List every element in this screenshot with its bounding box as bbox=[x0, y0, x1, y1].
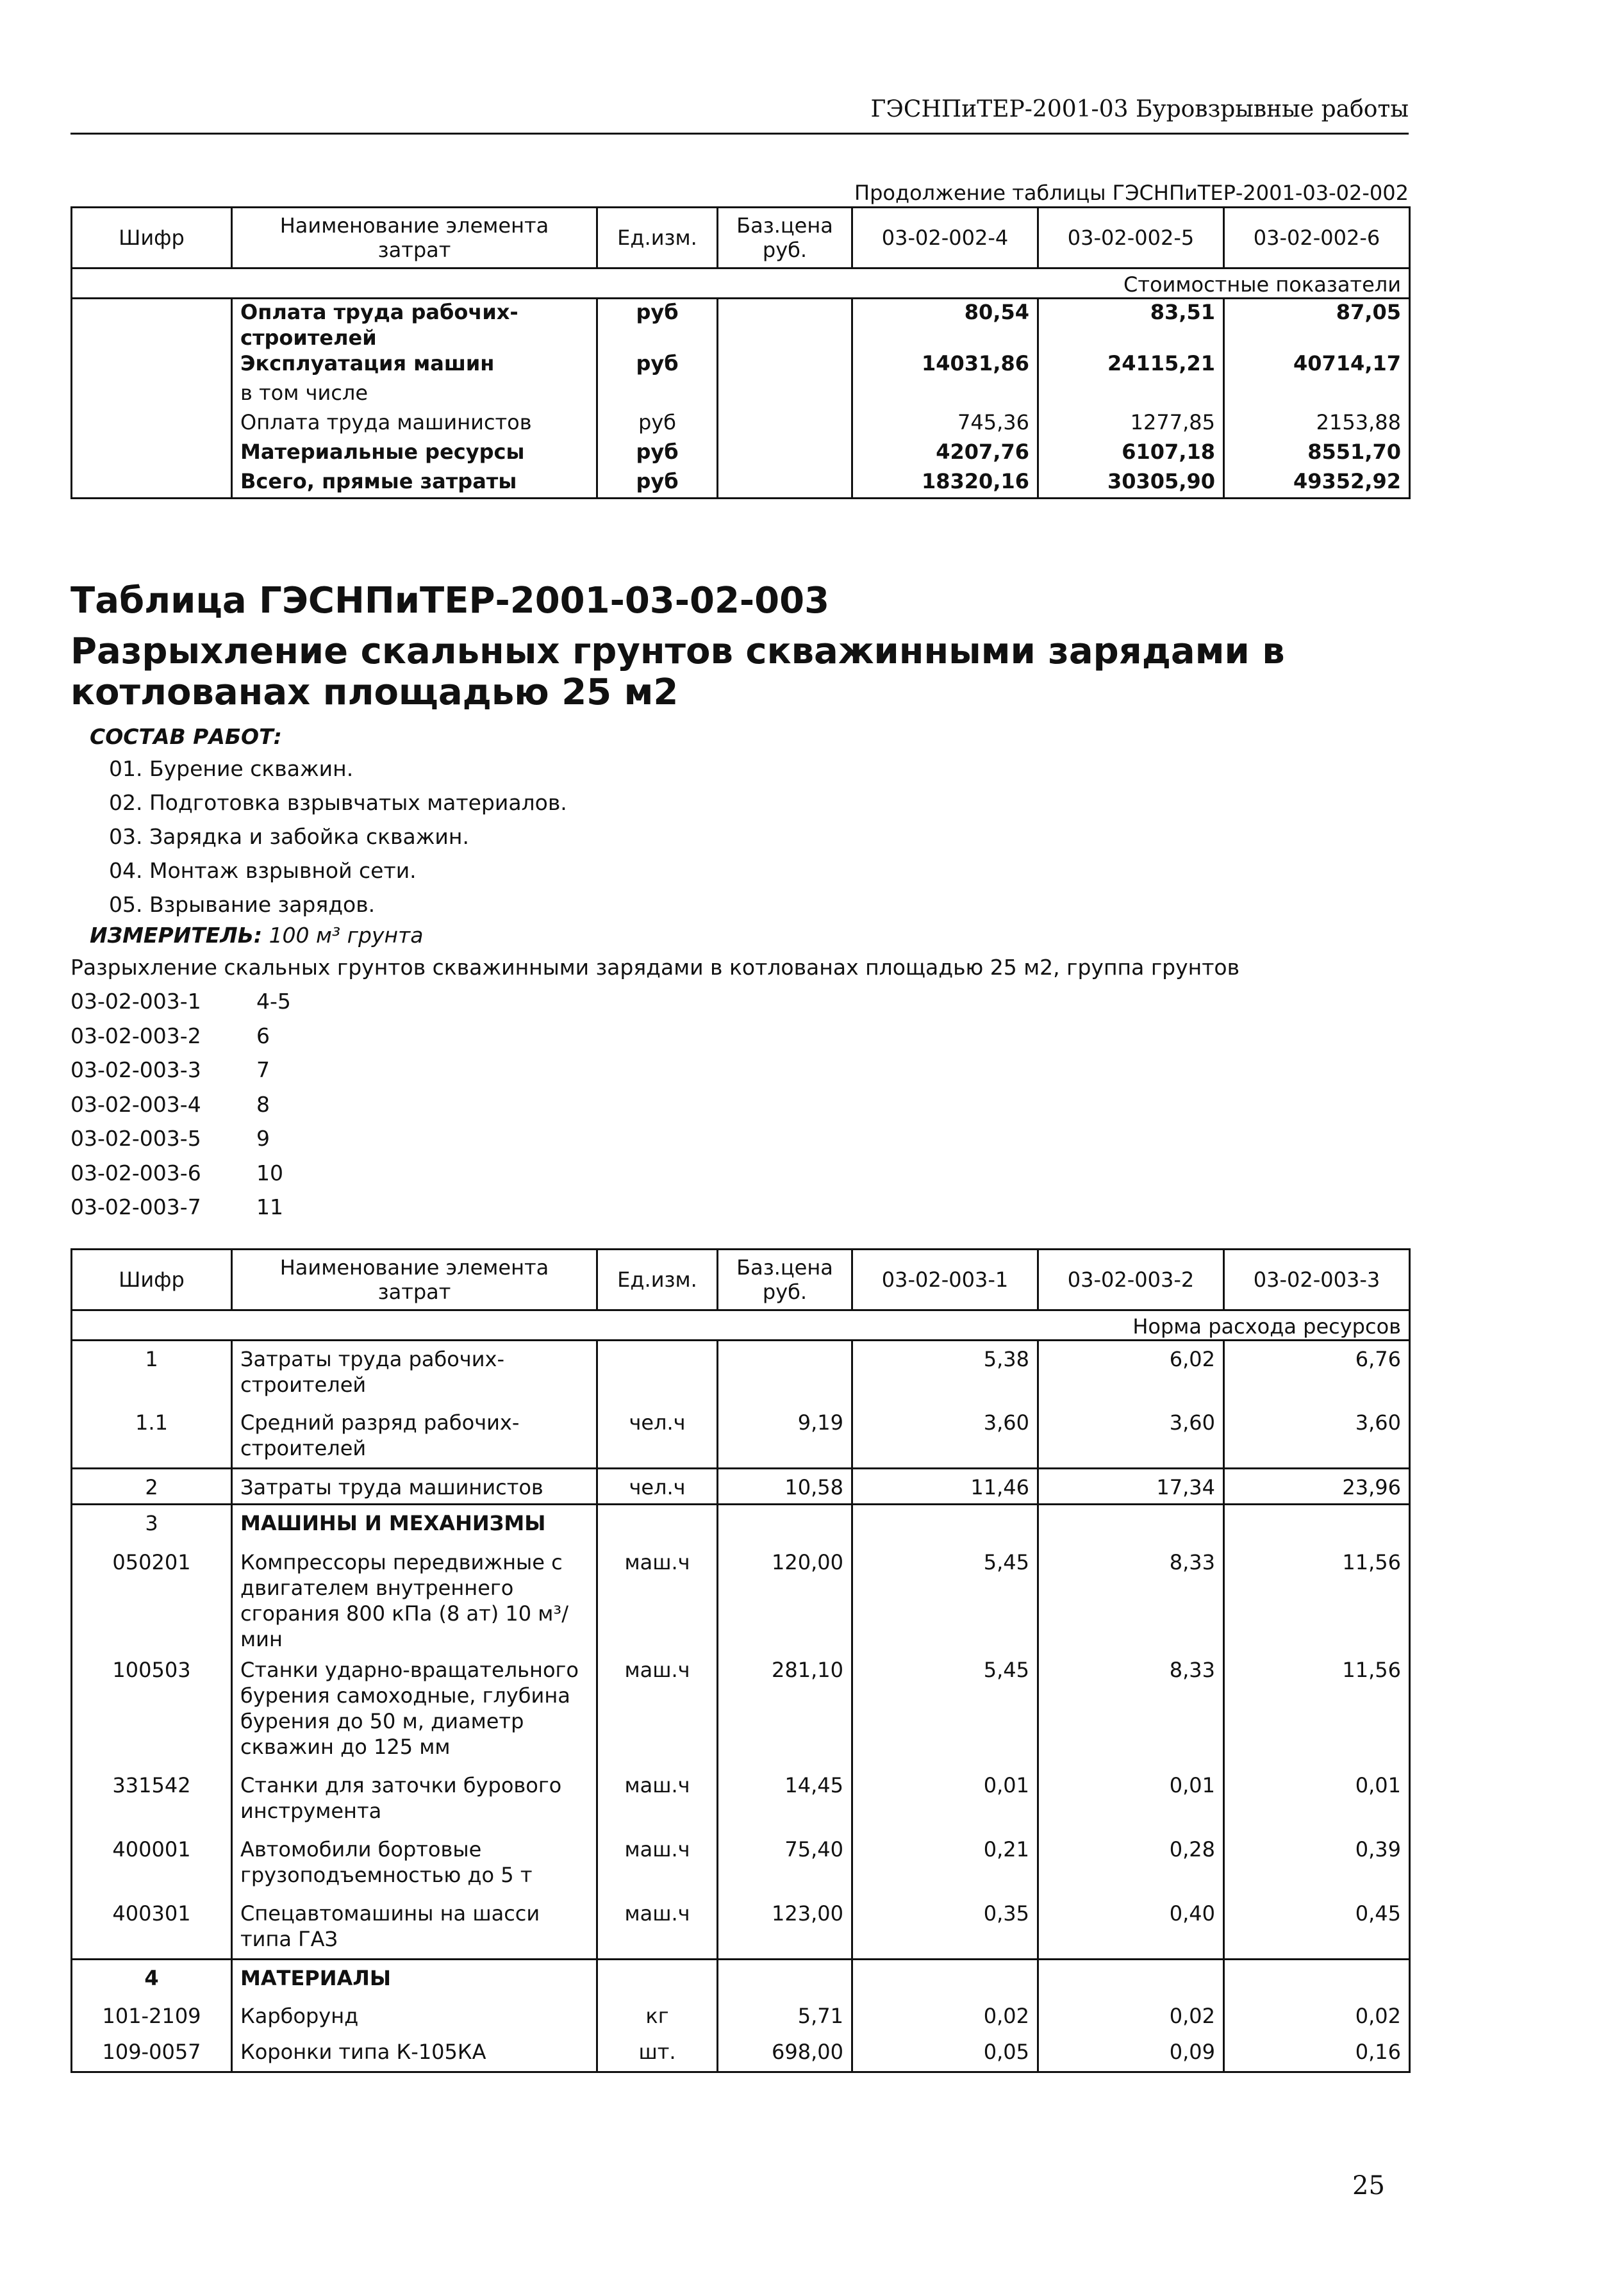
cell-value: 3,60 bbox=[1224, 1405, 1410, 1469]
cell-code bbox=[72, 351, 232, 380]
cell-value: 17,34 bbox=[1038, 1469, 1224, 1505]
cell-value: 0,45 bbox=[1224, 1895, 1410, 1960]
cell-value: 0,09 bbox=[1038, 2034, 1224, 2072]
cell-value: 5,45 bbox=[852, 1652, 1038, 1767]
work-item: 01. Бурение скважин. bbox=[109, 756, 354, 781]
cell-name: Спецавтомашины на шасси типа ГАЗ bbox=[232, 1895, 597, 1960]
cell-value: 0,05 bbox=[852, 2034, 1038, 2072]
cell-price: 281,10 bbox=[718, 1652, 852, 1767]
cell-value: 0,01 bbox=[1038, 1767, 1224, 1831]
variant-code: 03-02-003-5 bbox=[70, 1126, 201, 1151]
cell-name: Станки для заточки бурового инструмента bbox=[232, 1767, 597, 1831]
cell-value: 8551,70 bbox=[1224, 439, 1410, 468]
cell-value: 14031,86 bbox=[852, 351, 1038, 380]
cell-unit: руб bbox=[597, 351, 718, 380]
cell-value: 4207,76 bbox=[852, 439, 1038, 468]
cell-value: 0,02 bbox=[852, 1998, 1038, 2034]
table-row bbox=[72, 380, 1410, 409]
cell-code bbox=[72, 439, 232, 468]
table-row bbox=[72, 1767, 1410, 1831]
cell-value: 49352,92 bbox=[1224, 468, 1410, 498]
cell-price: 10,58 bbox=[718, 1469, 852, 1505]
col-header: Ед.изм. bbox=[597, 1250, 718, 1310]
cell-value: 0,21 bbox=[852, 1831, 1038, 1895]
variant-group: 8 bbox=[256, 1091, 270, 1117]
col-header: 03-02-002-5 bbox=[1038, 208, 1224, 268]
cell-code bbox=[72, 299, 232, 351]
continuation-caption: Продолжение таблицы ГЭСНПиТЕР-2001-03-02-002 bbox=[854, 181, 1409, 205]
col-header: Баз.цена руб. bbox=[718, 1250, 852, 1310]
cell-name: Коронки типа К-105КА bbox=[232, 2034, 597, 2072]
cell-value: 30305,90 bbox=[1038, 468, 1224, 498]
col-header: Шифр bbox=[72, 1250, 232, 1310]
table-main-header bbox=[72, 1250, 1410, 1310]
cell-value bbox=[1038, 1505, 1224, 1544]
variant-code: 03-02-003-7 bbox=[70, 1194, 201, 1219]
cell-code: 109-0057 bbox=[72, 2034, 232, 2072]
cell-price bbox=[718, 409, 852, 439]
cell-price: 120,00 bbox=[718, 1544, 852, 1652]
cell-name: Карборунд bbox=[232, 1998, 597, 2034]
cell-code: 3 bbox=[72, 1505, 232, 1544]
work-item: 04. Монтаж взрывной сети. bbox=[109, 858, 417, 883]
header-rule bbox=[70, 133, 1409, 135]
measure bbox=[90, 923, 424, 948]
cell-code: 100503 bbox=[72, 1652, 232, 1767]
variant-group: 6 bbox=[256, 1023, 270, 1048]
cell-code: 050201 bbox=[72, 1544, 232, 1652]
cell-code: 4 bbox=[72, 1960, 232, 1998]
col-header: 03-02-003-2 bbox=[1038, 1250, 1224, 1310]
table-row bbox=[72, 1405, 1410, 1469]
cell-unit: шт. bbox=[597, 2034, 718, 2072]
cell-unit: маш.ч bbox=[597, 1895, 718, 1960]
cell-value bbox=[852, 1960, 1038, 1998]
cell-value: 5,45 bbox=[852, 1544, 1038, 1652]
cell-value bbox=[852, 380, 1038, 409]
cell-value: 40714,17 bbox=[1224, 351, 1410, 380]
measure-value: 100 м³ грунта bbox=[269, 923, 424, 948]
cell-value: 83,51 bbox=[1038, 299, 1224, 351]
cell-name: Компрессоры передвижные с двигателем внутреннего сгорания 800 кПа (8 ат) 10 м³/мин bbox=[232, 1544, 597, 1652]
cell-value: 0,16 bbox=[1224, 2034, 1410, 2072]
cell-name: МАШИНЫ И МЕХАНИЗМЫ bbox=[232, 1505, 597, 1544]
table-row bbox=[72, 1831, 1410, 1895]
cell-name: Станки ударно-вращательного бурения самоходные, глубина бурения до 50 м, диаметр скважин до 125 мм bbox=[232, 1652, 597, 1767]
table-row bbox=[72, 1998, 1410, 2034]
cell-value: 6,02 bbox=[1038, 1341, 1224, 1405]
col-header: Наименование элемента затрат bbox=[232, 1250, 597, 1310]
cell-unit: руб bbox=[597, 439, 718, 468]
table-row bbox=[72, 1469, 1410, 1505]
cell-unit: маш.ч bbox=[597, 1831, 718, 1895]
cell-code: 1 bbox=[72, 1341, 232, 1405]
cell-price bbox=[718, 351, 852, 380]
cell-price bbox=[718, 439, 852, 468]
cell-name: Затраты труда машинистов bbox=[232, 1469, 597, 1505]
variant-code: 03-02-003-2 bbox=[70, 1023, 201, 1048]
table-row bbox=[72, 1895, 1410, 1960]
cell-value: 0,39 bbox=[1224, 1831, 1410, 1895]
table-subheader: Норма расхода ресурсов bbox=[72, 1310, 1410, 1341]
cell-price: 698,00 bbox=[718, 2034, 852, 2072]
variant-code: 03-02-003-1 bbox=[70, 989, 201, 1014]
cell-value: 1277,85 bbox=[1038, 409, 1224, 439]
cell-value: 0,02 bbox=[1038, 1998, 1224, 2034]
cell-code bbox=[72, 409, 232, 439]
col-header: Ед.изм. bbox=[597, 208, 718, 268]
cell-name: Оплата труда рабочих-строителей bbox=[232, 299, 597, 351]
cell-price: 14,45 bbox=[718, 1767, 852, 1831]
cell-value: 3,60 bbox=[1038, 1405, 1224, 1469]
cell-code: 2 bbox=[72, 1469, 232, 1505]
table-row bbox=[72, 439, 1410, 468]
cell-value: 8,33 bbox=[1038, 1544, 1224, 1652]
cell-value: 0,01 bbox=[852, 1767, 1038, 1831]
cell-code bbox=[72, 380, 232, 409]
cell-value: 5,38 bbox=[852, 1341, 1038, 1405]
table-row bbox=[72, 1544, 1410, 1652]
cell-price: 123,00 bbox=[718, 1895, 852, 1960]
table-row bbox=[72, 1505, 1410, 1544]
col-header: 03-02-002-4 bbox=[852, 208, 1038, 268]
table-main-subheader-row bbox=[72, 1310, 1410, 1341]
cell-unit bbox=[597, 380, 718, 409]
cell-value: 11,56 bbox=[1224, 1544, 1410, 1652]
cell-unit: маш.ч bbox=[597, 1652, 718, 1767]
cell-price bbox=[718, 1341, 852, 1405]
cell-name: Материальные ресурсы bbox=[232, 439, 597, 468]
cell-value: 745,36 bbox=[852, 409, 1038, 439]
table-subheader: Стоимостные показатели bbox=[72, 268, 1410, 299]
section-description: Разрыхление скальных грунтов скважинными зарядами в котлованах площадью 25 м2, группа грунтов bbox=[70, 955, 1240, 980]
cell-name: Эксплуатация машин bbox=[232, 351, 597, 380]
cell-value: 0,35 bbox=[852, 1895, 1038, 1960]
variant-code: 03-02-003-6 bbox=[70, 1160, 201, 1185]
cell-value bbox=[1038, 380, 1224, 409]
cell-unit: маш.ч bbox=[597, 1544, 718, 1652]
work-item: 03. Зарядка и забойка скважин. bbox=[109, 824, 469, 849]
col-header: 03-02-003-3 bbox=[1224, 1250, 1410, 1310]
table-main bbox=[70, 1248, 1411, 2073]
cell-value: 80,54 bbox=[852, 299, 1038, 351]
cell-value: 2153,88 bbox=[1224, 409, 1410, 439]
cell-value: 0,40 bbox=[1038, 1895, 1224, 1960]
table-row bbox=[72, 299, 1410, 351]
cell-name: Всего, прямые затраты bbox=[232, 468, 597, 498]
cell-code: 101-2109 bbox=[72, 1998, 232, 2034]
cell-price bbox=[718, 299, 852, 351]
col-header: Наименование элемента затрат bbox=[232, 208, 597, 268]
cell-price: 75,40 bbox=[718, 1831, 852, 1895]
cell-value: 18320,16 bbox=[852, 468, 1038, 498]
work-item: 02. Подготовка взрывчатых материалов. bbox=[109, 790, 567, 815]
cell-unit: руб bbox=[597, 409, 718, 439]
table-row bbox=[72, 1960, 1410, 1998]
cell-value: 8,33 bbox=[1038, 1652, 1224, 1767]
cell-value: 11,56 bbox=[1224, 1652, 1410, 1767]
cell-price bbox=[718, 380, 852, 409]
page-number: 25 bbox=[1352, 2171, 1385, 2201]
variant-group: 11 bbox=[256, 1194, 283, 1219]
cell-value bbox=[1224, 1960, 1410, 1998]
cell-value bbox=[1224, 1505, 1410, 1544]
cell-name: Средний разряд рабочих-строителей bbox=[232, 1405, 597, 1469]
cell-code: 400301 bbox=[72, 1895, 232, 1960]
cell-unit bbox=[597, 1960, 718, 1998]
cell-code: 1.1 bbox=[72, 1405, 232, 1469]
cell-name: МАТЕРИАЛЫ bbox=[232, 1960, 597, 1998]
cell-unit: чел.ч bbox=[597, 1405, 718, 1469]
table-prev-header bbox=[72, 208, 1410, 268]
cell-value: 24115,21 bbox=[1038, 351, 1224, 380]
table-prev-subheader-row bbox=[72, 268, 1410, 299]
cell-value: 0,02 bbox=[1224, 1998, 1410, 2034]
measure-label: ИЗМЕРИТЕЛЬ: bbox=[90, 923, 263, 948]
works-heading: СОСТАВ РАБОТ: bbox=[90, 724, 282, 749]
variant-code: 03-02-003-4 bbox=[70, 1091, 201, 1117]
cell-code bbox=[72, 468, 232, 498]
col-header: Баз.цена руб. bbox=[718, 208, 852, 268]
cell-name: Затраты труда рабочих-строителей bbox=[232, 1341, 597, 1405]
cell-value: 3,60 bbox=[852, 1405, 1038, 1469]
running-title: ГЭСНПиТЕР-2001-03 Буровзрывные работы bbox=[870, 96, 1409, 122]
table-prev bbox=[70, 206, 1411, 499]
table-row bbox=[72, 1341, 1410, 1405]
table-title: Таблица ГЭСНПиТЕР-2001-03-02-003 bbox=[70, 580, 830, 622]
cell-value: 11,46 bbox=[852, 1469, 1038, 1505]
col-header: 03-02-003-1 bbox=[852, 1250, 1038, 1310]
cell-unit: руб bbox=[597, 299, 718, 351]
cell-unit: чел.ч bbox=[597, 1469, 718, 1505]
cell-value bbox=[852, 1505, 1038, 1544]
section-title: Разрыхление скальных грунтов скважинными зарядами в котлованах площадью 25 м2 bbox=[70, 631, 1285, 713]
variant-group: 4-5 bbox=[256, 989, 291, 1014]
cell-price bbox=[718, 468, 852, 498]
variant-code: 03-02-003-3 bbox=[70, 1057, 201, 1082]
variant-group: 9 bbox=[256, 1126, 270, 1151]
work-item: 05. Взрывание зарядов. bbox=[109, 892, 376, 917]
cell-unit: кг bbox=[597, 1998, 718, 2034]
cell-value: 87,05 bbox=[1224, 299, 1410, 351]
cell-price: 5,71 bbox=[718, 1998, 852, 2034]
cell-unit bbox=[597, 1505, 718, 1544]
cell-code: 331542 bbox=[72, 1767, 232, 1831]
cell-code: 400001 bbox=[72, 1831, 232, 1895]
cell-unit bbox=[597, 1341, 718, 1405]
cell-name: в том числе bbox=[232, 380, 597, 409]
cell-price bbox=[718, 1505, 852, 1544]
cell-value: 6,76 bbox=[1224, 1341, 1410, 1405]
cell-value bbox=[1038, 1960, 1224, 1998]
cell-name: Автомобили бортовые грузоподъемностью до 5 т bbox=[232, 1831, 597, 1895]
cell-value: 6107,18 bbox=[1038, 439, 1224, 468]
table-row bbox=[72, 409, 1410, 439]
table-row bbox=[72, 1652, 1410, 1767]
cell-value: 0,28 bbox=[1038, 1831, 1224, 1895]
col-header: Шифр bbox=[72, 208, 232, 268]
cell-value: 23,96 bbox=[1224, 1469, 1410, 1505]
cell-value bbox=[1224, 380, 1410, 409]
col-header: 03-02-002-6 bbox=[1224, 208, 1410, 268]
table-row bbox=[72, 351, 1410, 380]
variant-group: 10 bbox=[256, 1160, 283, 1185]
cell-unit: маш.ч bbox=[597, 1767, 718, 1831]
cell-price: 9,19 bbox=[718, 1405, 852, 1469]
table-row bbox=[72, 2034, 1410, 2072]
cell-unit: руб bbox=[597, 468, 718, 498]
cell-name: Оплата труда машинистов bbox=[232, 409, 597, 439]
variant-group: 7 bbox=[256, 1057, 270, 1082]
cell-value: 0,01 bbox=[1224, 1767, 1410, 1831]
cell-price bbox=[718, 1960, 852, 1998]
table-row bbox=[72, 468, 1410, 498]
